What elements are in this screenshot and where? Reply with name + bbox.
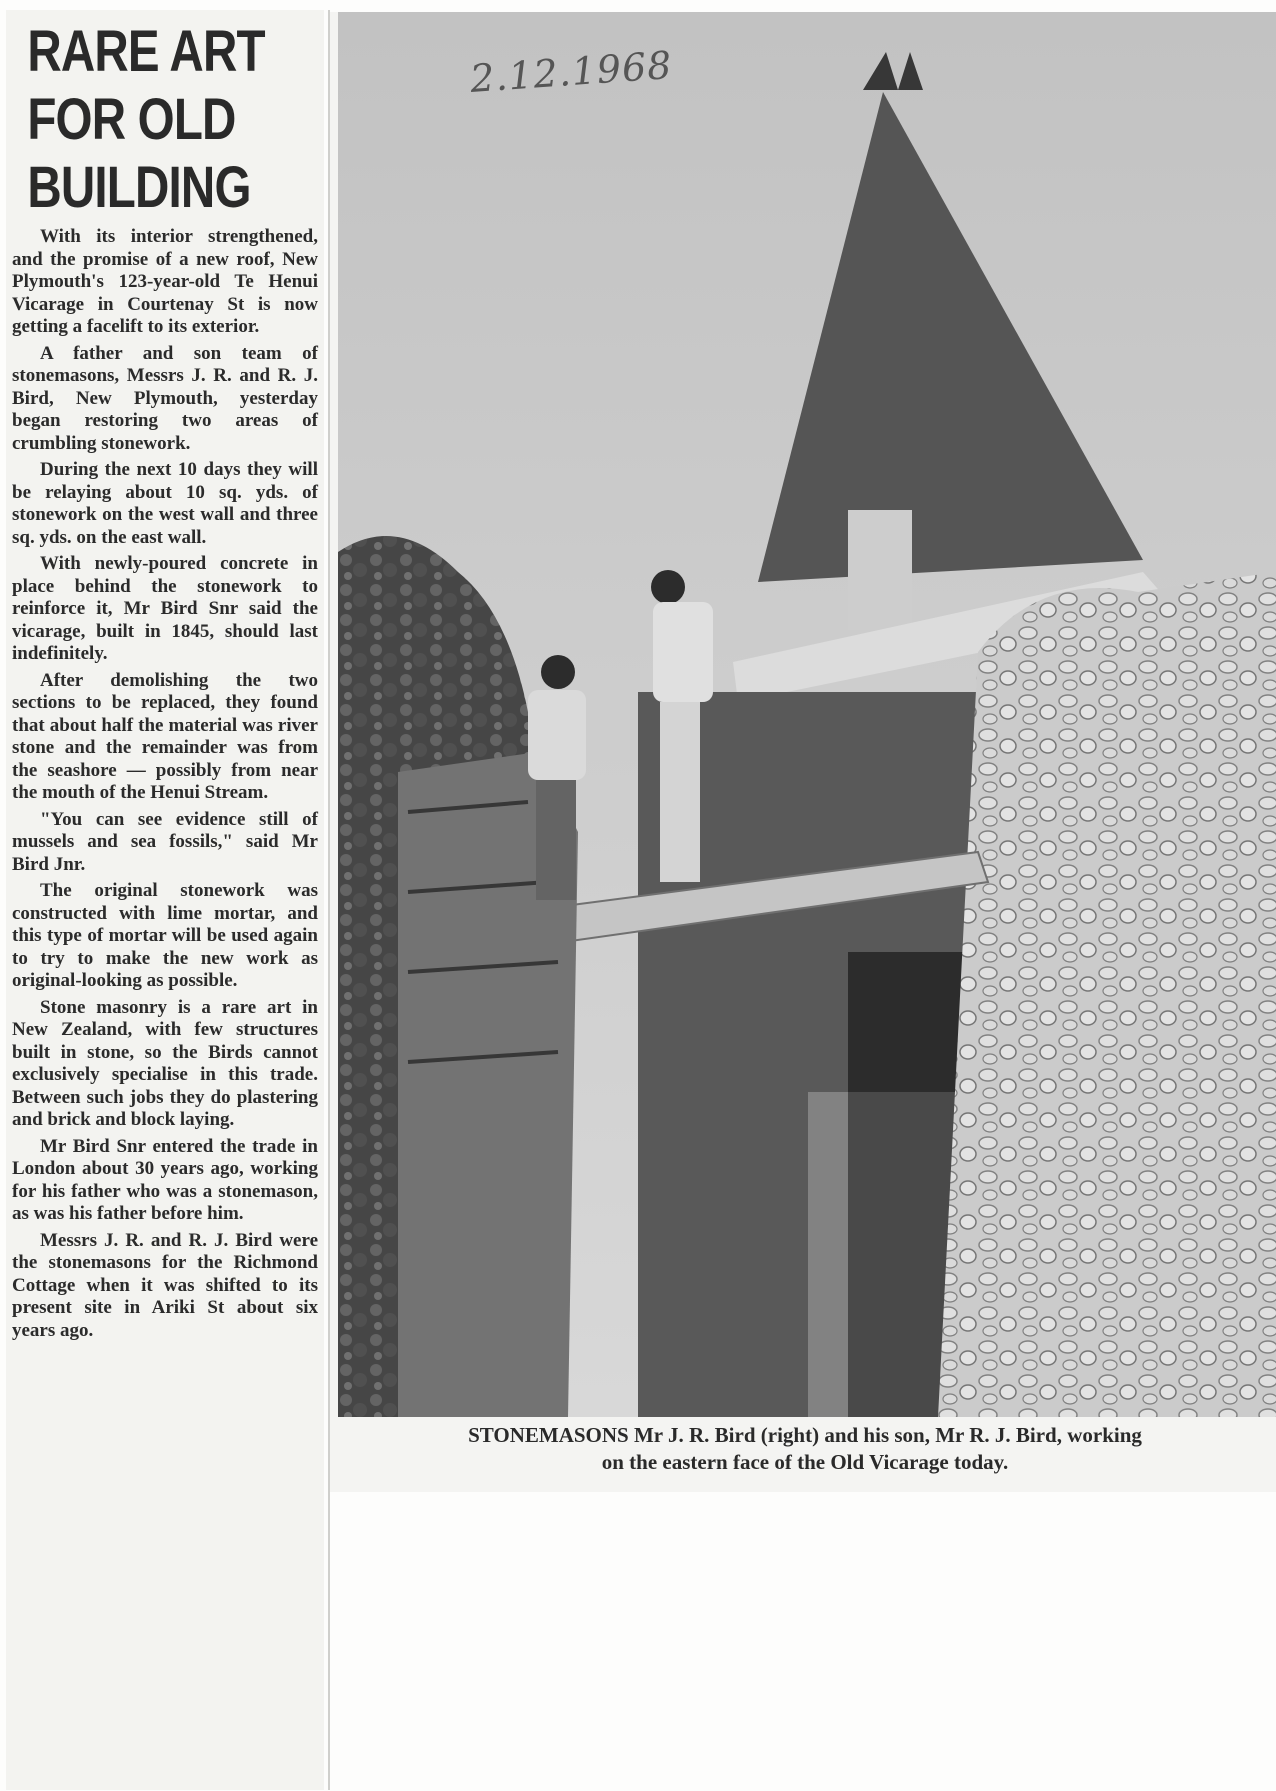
article-paragraph: Stone masonry is a rare art in New Zealand, with few structures built in stone, so the Birds cannot exclusively specialise in this trade. Between such jobs they do plastering and brick and block laying. bbox=[12, 996, 318, 1130]
caption-line: STONEMASONS Mr J. R. Bird (right) and his son, Mr R. J. Bird, working bbox=[468, 1423, 1142, 1447]
article-paragraph: A father and son team of stonemasons, Messrs J. R. and R. J. Bird, New Plymouth, yesterday began restoring two areas of crumbling stonework. bbox=[12, 342, 318, 454]
headline bbox=[6, 10, 323, 222]
article-paragraph: With its interior strengthened, and the promise of a new roof, New Plymouth's 123-year-old Te Henui Vicarage in Courtenay St is now getting a facelift to its exterior. bbox=[12, 226, 318, 337]
photo-block bbox=[330, 12, 1276, 1492]
vicarage-photo bbox=[338, 12, 1276, 1417]
article-paragraph: "You can see evidence still of mussels and sea fossils," said Mr Bird Jnr. bbox=[12, 808, 318, 875]
headline-line: BUILDING bbox=[27, 155, 251, 220]
article-paragraph: During the next 10 days they will be relaying about 10 sq. yds. of stonework on the west wall and three sq. yds. on the east wall. bbox=[12, 459, 318, 548]
article-paragraph: Mr Bird Snr entered the trade in London about 30 years ago, working for his father who was a stonemason, as was his father before him. bbox=[12, 1135, 318, 1224]
headline-line: FOR OLD bbox=[27, 87, 236, 152]
article-paragraph: With newly-poured concrete in place behind the stonework to reinforce it, Mr Bird Snr said the vicarage, built in 1845, should last indefinitely. bbox=[12, 553, 318, 664]
photograph bbox=[338, 12, 1276, 1417]
article-paragraph: Messrs J. R. and R. J. Bird were the stonemasons for the Richmond Cottage when it was shifted to its present site in Ariki St about six years ago. bbox=[12, 1229, 318, 1341]
article-body bbox=[6, 222, 324, 1342]
article-column bbox=[6, 10, 324, 1790]
caption-line: on the eastern face of the Old Vicarage today. bbox=[601, 1450, 1009, 1474]
headline-line: RARE ART bbox=[27, 19, 265, 84]
handwritten-date: 2.12.1968 bbox=[468, 42, 674, 102]
article-paragraph: The original stonework was constructed with lime mortar, and this type of mortar will be used again to try to make the new work as original-looking as possible. bbox=[12, 880, 318, 991]
article-paragraph: After demolishing the two sections to be replaced, they found that about half the material was river stone and the remainder was from the seashore — possibly from near the mouth of the Henui Stream. bbox=[12, 669, 318, 803]
photo-caption bbox=[340, 1422, 1270, 1476]
